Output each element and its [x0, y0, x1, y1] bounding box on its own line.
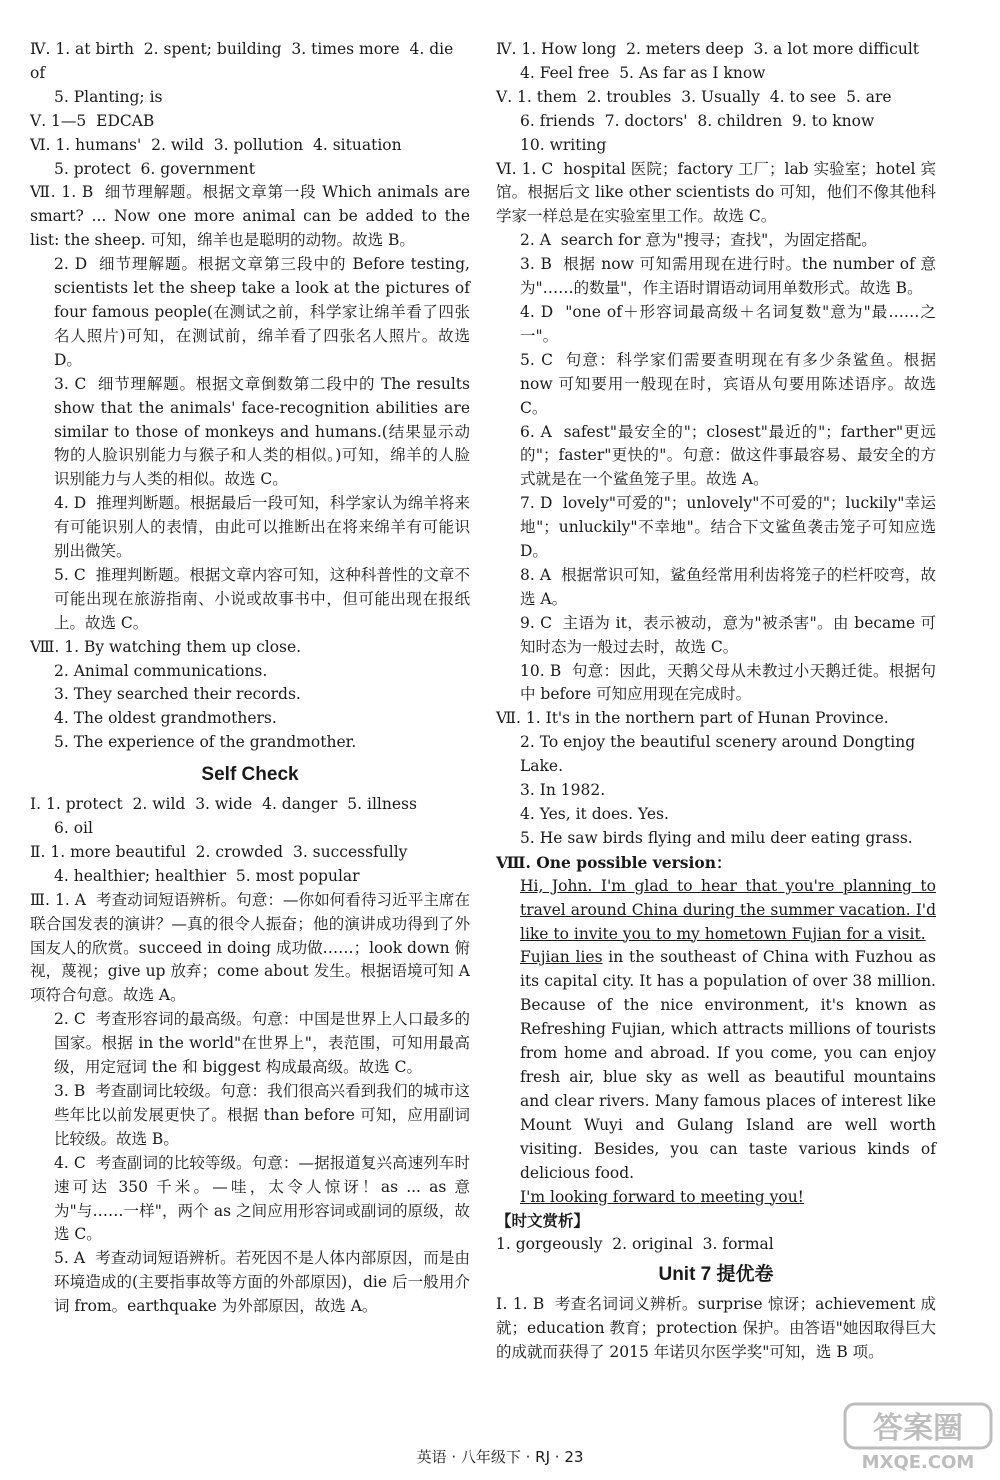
- self-check-iii-item-4: 4. C 考查副词的比较等级。句意：—据报道复兴高速列车时速可达 350 千米。—哇，太令人惊讶！as ... as 意为"与……一样"，两个 as 之间应用形容词或副词的原级，故选 C。: [54, 1153, 470, 1244]
- r-section-vii-item-5: 5. He saw birds flying and milu deer eating grass.: [520, 828, 913, 847]
- r-section-vi-item-8: 8. A 根据常识可知，鲨鱼经常用利齿将笼子的栏杆咬弯，故选 A。: [520, 565, 936, 608]
- r-section-vii-item-1: Ⅶ. 1. It's in the northern part of Hunan Province.: [496, 709, 889, 728]
- self-check-heading: Self Check: [201, 764, 299, 786]
- essay-underline: Fujian lies: [520, 948, 603, 967]
- section-v: Ⅴ. 1—5 EDCAB: [30, 111, 155, 130]
- right-column: [496, 38, 941, 1365]
- essay-paragraph-1-text: Hi, John. I'm glad to hear that you're planning to travel around China during the summer vacation. I'd like to invite you to my hometown Fujian for a visit.: [520, 876, 936, 943]
- section-vii-item-1: Ⅶ. 1. B 细节理解题。根据文章第一段 Which animals are smart? ... Now one more animal can be added to the list: the sheep. 可知，绵羊也是聪明的动物。故选 B。: [30, 183, 475, 250]
- shiwen-label: 【时文赏析】: [496, 1211, 590, 1231]
- watermark-logo: [843, 1402, 993, 1474]
- essay-paragraph-2: [496, 946, 936, 1185]
- r-section-vi-item-4: 4. D "one of＋形容词最高级＋名词复数"意为"最……之一"。: [520, 302, 936, 345]
- r-section-viii-label: Ⅷ. One possible version：: [496, 852, 732, 872]
- section-viii-item-2: 2. Animal communications.: [54, 661, 268, 680]
- r-section-vi-item-3: 3. B 根据 now 可知需用现在进行时。the number of 意为"……的数量"，作主语时谓语动词用单数形式。故选 B。: [520, 255, 936, 298]
- r-section-iv-cont: 4. Feel free 5. As far as I know: [520, 63, 766, 82]
- section-vii-item-4: 4. D 推理判断题。根据最后一段可知，科学家认为绵羊将来有可能识别人的表情，由此可以推断出在将来绵羊有可能识别出微笑。: [54, 494, 470, 561]
- r-section-vi-item-2: 2. A search for 意为"搜寻；查找"，为固定搭配。: [520, 231, 877, 250]
- essay-paragraph-3: [496, 1186, 936, 1210]
- self-check-ii: Ⅱ. 1. more beautiful 2. crowded 3. successfully: [30, 842, 408, 861]
- section-vii-item-3: 3. C 细节理解题。根据文章倒数第二段中的 The results show that the animals' face-recognition abilities are similar to those of monkeys and humans.(结果显示动物的人脸识别能力与猴子和人类的相似。)可知，绵羊的人脸识别能力与人类的相似。故选 C。: [54, 374, 475, 489]
- watermark-bottom-text: MXQE.COM: [861, 1452, 975, 1473]
- section-viii-item-4: 4. The oldest grandmothers.: [54, 709, 277, 728]
- section-viii-item-3: 3. They searched their records.: [54, 685, 301, 704]
- essay-paragraph-2-text: in the southeast of China with Fuzhou as its capital city. It has a population of over 38 million. Because of the nice environment, it's known as Refreshing Fujian, which attracts millions of tourists from home and abroad. If you come, you can enjoy fresh air, blue sky as well as beautiful mountains and clear rivers. Many famous places of interest like Mount Wuyi and Gulang Island are well worth visiting. Besides, you can taste various kinds of delicious food.: [520, 948, 936, 1182]
- r-section-vi-item-9: 9. C 主语为 it，表示被动，意为"被杀害"。由 became 可知时态为一般过去时，故选 C。: [520, 613, 936, 656]
- section-iv-cont: 5. Planting; is: [54, 87, 163, 106]
- r-section-vii-item-3: 3. In 1982.: [520, 781, 606, 800]
- r-section-vi-item-6: 6. A safest"最安全的"；closest"最近的"；farther"更远的"；faster"更快的"。句意：做这件事最容易、最安全的方式就是在一个鲨鱼笼子里。故选 A。: [520, 422, 936, 489]
- shiwen-answers: 1. gorgeously 2. original 3. formal: [496, 1235, 774, 1254]
- r-section-vi-item-5: 5. C 句意：科学家们需要查明现在有多少条鲨鱼。根据 now 可知要用一般现在时，宾语从句要用陈述语序。故选 C。: [520, 350, 941, 417]
- self-check-iii-item-3: 3. B 考查副词比较级。句意：我们很高兴看到我们的城市这些年比以前发展更快了。根据 than before 可知，应用副词比较级。故选 B。: [54, 1081, 470, 1148]
- r-section-vi-item-10: 10. B 句意：因此，天鹅父母从未教过小天鹅迁徙。根据句中 before 可知应用现在完成时。: [520, 661, 936, 704]
- unit7-item-1: Ⅰ. 1. B 考查名词词义辨析。surprise 惊讶；achievement 成就；education 教育；protection 保护。由答语"她因取得巨大的成就而获得了 2015 年诺贝尔医学奖"可知，选 B 项。: [496, 1295, 936, 1361]
- page-footer: 英语 · 八年级下 · RJ · 23: [416, 1448, 584, 1466]
- section-vi-cont: 5. protect 6. government: [54, 159, 255, 178]
- self-check-ii-cont: 4. healthier; healthier 5. most popular: [54, 866, 360, 885]
- r-section-vi-item-1: Ⅵ. 1. C hospital 医院；factory 工厂；lab 实验室；hotel 宾馆。根据后文 like other scientists do 可知，他们不像其他科学家一样总是在实验室里工作。故选 C。: [496, 159, 936, 226]
- r-section-v: Ⅴ. 1. them 2. troubles 3. Usually 4. to see 5. are: [496, 87, 892, 106]
- section-viii-item-1: Ⅷ. 1. By watching them up close.: [30, 637, 302, 656]
- r-section-vii-item-4: 4. Yes, it does. Yes.: [520, 805, 669, 823]
- left-column: [30, 38, 475, 1319]
- r-section-v-cont2: 10. writing: [520, 135, 607, 154]
- self-check-iii-item-5: 5. A 考查动词短语辨析。若死因不是人体内部原因，而是由环境造成的(主要指事故等方面的外部原因)，die 后一般用介词 from。earthquake 为外部原因，故选 A。: [54, 1249, 470, 1316]
- self-check-iii-item-2: 2. C 考查形容词的最高级。句意：中国是世界上人口最多的国家。根据 in the world"在世界上"，表范围，可知用最高级，用定冠词 the 和 biggest 构成最高级。故选 C。: [54, 1010, 470, 1077]
- section-vii-item-5: 5. C 推理判断题。根据文章内容可知，这种科普性的文章不可能出现在旅游指南、小说或故事书中，但可能出现在报纸上。故选 C。: [54, 565, 470, 632]
- section-vii-item-2: 2. D 细节理解题。根据文章第三段中的 Before testing, scientists let the sheep take a look at the pictures of four famous people(在测试之前，科学家让绵羊看了四张名人照片)可知，在测试前，绵羊看了四张名人照片。故选 D。: [54, 255, 475, 369]
- section-vi: Ⅵ. 1. humans' 2. wild 3. pollution 4. situation: [30, 135, 402, 154]
- unit7-heading: Unit 7 提优卷: [658, 1264, 774, 1286]
- section-iv: Ⅳ. 1. at birth 2. spent; building 3. times more 4. die of: [30, 40, 459, 82]
- section-viii-item-5: 5. The experience of the grandmother.: [54, 733, 357, 752]
- self-check-iii-item-1: Ⅲ. 1. A 考查动词短语辨析。句意：—你如何看待习近平主席在联合国发表的演讲？—真的很令人振奋；他的演讲成功得到了外国友人的欣赏。succeed in doing 成功做……；look down 俯视，蔑视；give up 放弃；come about 发生。根据语境可知 A 项符合句意。故选 A。: [30, 890, 475, 1005]
- self-check-i: Ⅰ. 1. protect 2. wild 3. wide 4. danger 5. illness: [30, 795, 417, 814]
- essay-paragraph-1: [496, 875, 936, 947]
- r-section-vii-item-2: 2. To enjoy the beautiful scenery around Dongting Lake.: [520, 733, 921, 776]
- watermark-top-text: 答案圈: [873, 1411, 963, 1446]
- r-section-v-cont: 6. friends 7. doctors' 8. children 9. to know: [520, 111, 875, 130]
- self-check-i-cont: 6. oil: [54, 819, 93, 837]
- r-section-iv: Ⅳ. 1. How long 2. meters deep 3. a lot more difficult: [496, 40, 920, 58]
- r-section-vi-item-7: 7. D lovely"可爱的"；unlovely"不可爱的"；luckily"幸运地"；unluckily"不幸地"。结合下文鲨鱼袭击笼子可知应选 D。: [520, 494, 941, 561]
- essay-paragraph-3-text: I'm looking forward to meeting you!: [520, 1187, 804, 1206]
